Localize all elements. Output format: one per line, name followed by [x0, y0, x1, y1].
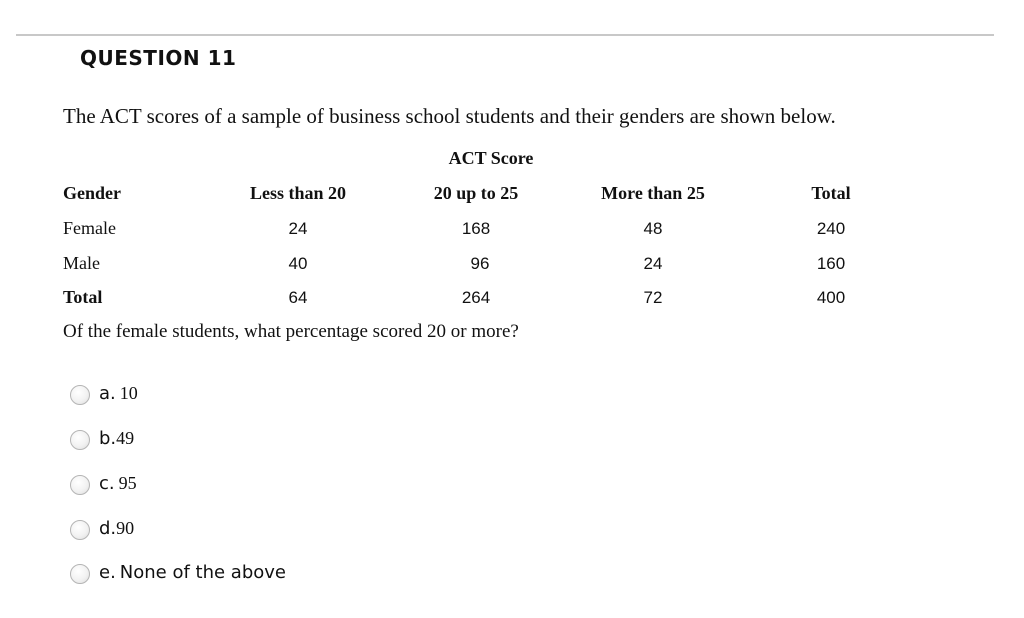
radio-button[interactable]	[70, 385, 90, 405]
table-cell: 96	[470, 254, 490, 273]
choice-letter: e.	[99, 561, 116, 583]
choice-c[interactable]	[70, 469, 137, 497]
choice-letter: a.	[99, 382, 116, 404]
header-less-than-20: Less than 20	[249, 183, 347, 203]
radio-button[interactable]	[70, 475, 90, 495]
table-cell: 72	[643, 288, 663, 307]
row-label-female: Female	[63, 218, 116, 238]
choice-value: 95	[118, 472, 137, 493]
choice-letter: b.	[99, 427, 117, 449]
table-cell: 40	[288, 254, 308, 273]
choice-value: 90	[116, 517, 135, 538]
table-cell: 168	[461, 219, 491, 238]
choice-value: 10	[119, 382, 138, 403]
question-followup: Of the female students, what percentage scored 20 or more?	[63, 321, 519, 342]
table-cell: 64	[288, 288, 308, 307]
radio-button[interactable]	[70, 430, 90, 450]
table-cell: 48	[643, 219, 663, 238]
table-cell: 24	[288, 219, 308, 238]
radio-button[interactable]	[70, 564, 90, 584]
group-header: ACT Score	[448, 148, 534, 168]
header-20-up-to-25: 20 up to 25	[433, 183, 519, 203]
table-cell: 400	[816, 288, 846, 307]
choice-value: None of the above	[119, 561, 287, 583]
choice-b[interactable]	[70, 424, 134, 452]
table-cell: 240	[816, 219, 846, 238]
table-cell: 160	[816, 254, 846, 273]
table-cell: 264	[461, 288, 491, 307]
header-gender: Gender	[63, 183, 121, 203]
question-title: QUESTION 11	[80, 46, 237, 70]
choice-letter: d.	[99, 517, 117, 539]
question-prompt: The ACT scores of a sample of business school students and their genders are shown below.	[63, 104, 836, 128]
top-divider	[16, 34, 994, 36]
choice-a[interactable]	[70, 379, 138, 407]
choice-letter: c.	[99, 472, 115, 494]
table-cell: 24	[643, 254, 663, 273]
row-label-male: Male	[63, 253, 100, 273]
header-total: Total	[811, 183, 851, 203]
header-more-than-25: More than 25	[601, 183, 705, 203]
row-label-total: Total	[63, 287, 103, 307]
radio-button[interactable]	[70, 520, 90, 540]
choice-value: 49	[116, 427, 135, 448]
choice-d[interactable]	[70, 514, 134, 542]
choice-e[interactable]	[70, 558, 286, 586]
